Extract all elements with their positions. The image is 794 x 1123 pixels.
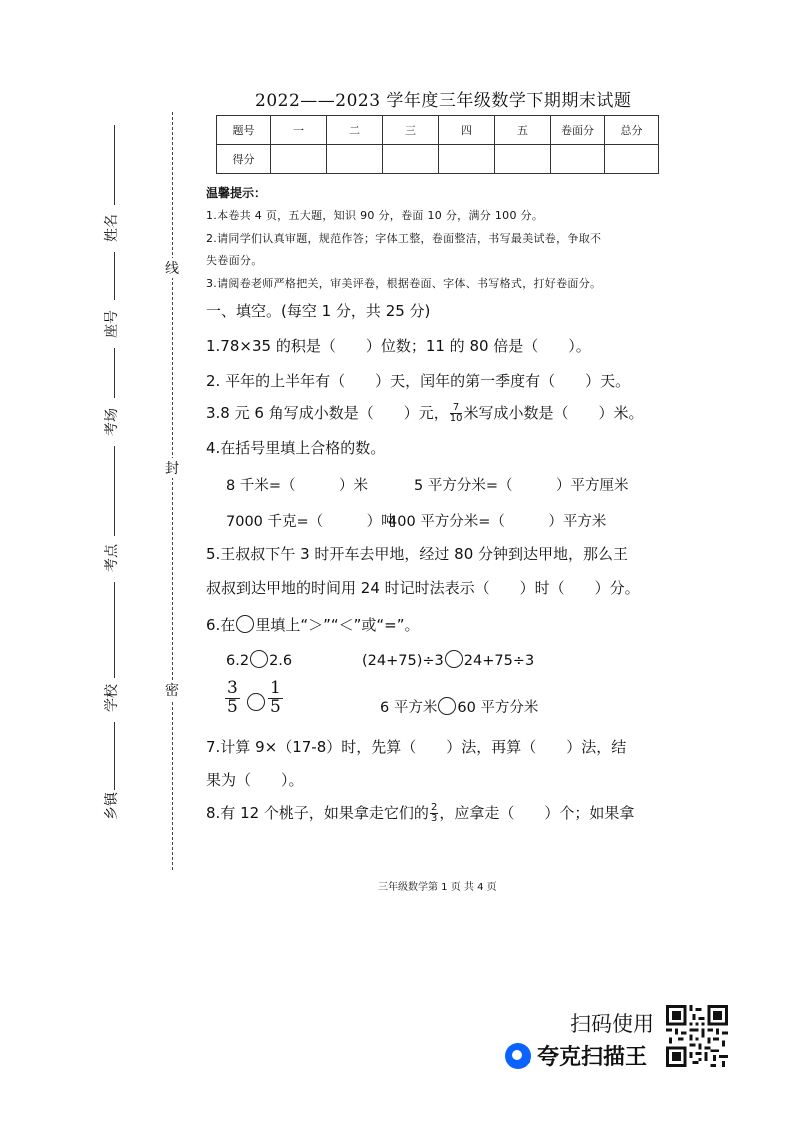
score-table bbox=[216, 115, 659, 174]
question-8-part-a: 8.有 12 个桃子，如果拿走它们的 bbox=[206, 804, 429, 822]
compare-circle-icon bbox=[236, 615, 254, 633]
score-header-cell: 卷面分 bbox=[551, 116, 605, 145]
compare-right: 60 平方分米 bbox=[457, 700, 539, 716]
fraction-denominator: 3 bbox=[430, 813, 438, 824]
compare-circle-icon[interactable] bbox=[445, 650, 463, 668]
score-cell[interactable] bbox=[551, 145, 605, 174]
score-header-cell: 一 bbox=[271, 116, 327, 145]
question-1: 1.78×35 的积是（ ）位数；11 的 80 倍是（ ）。 bbox=[206, 337, 591, 355]
score-header-cell: 二 bbox=[327, 116, 383, 145]
question-5-line-1: 5.王叔叔下午 3 时开车去甲地，经过 80 分钟到达甲地，那么王 bbox=[206, 545, 629, 563]
tip-line: 1.本卷共 4 页，五大题，知识 90 分，卷面 10 分，满分 100 分。 bbox=[206, 209, 544, 222]
score-table-score-row bbox=[217, 145, 659, 174]
question-8-part-b: ，应拿走（ ）个；如果拿 bbox=[439, 804, 635, 822]
compare-circle-icon[interactable] bbox=[247, 693, 265, 711]
question-2: 2. 平年的上半年有（ ）天，闰年的第一季度有（ ）天。 bbox=[206, 372, 631, 390]
compare-right: 2.6 bbox=[269, 653, 293, 669]
question-4-item: 5 平方分米=（ ）平方厘米 bbox=[414, 478, 629, 494]
question-6-item-4 bbox=[380, 696, 538, 717]
school-field-label: 学校 bbox=[104, 684, 120, 712]
question-3-part-b: 米写成小数是（ ）米。 bbox=[463, 404, 644, 422]
scanner-brand bbox=[505, 1040, 647, 1071]
score-cell[interactable] bbox=[327, 145, 383, 174]
town-line bbox=[114, 722, 115, 790]
compare-right: 24+75÷3 bbox=[463, 653, 535, 669]
compare-circle-icon[interactable] bbox=[438, 697, 456, 715]
tip-line: 失卷面分。 bbox=[206, 254, 263, 267]
question-8 bbox=[206, 802, 634, 824]
seat-field-label: 座号 bbox=[104, 310, 120, 338]
score-header-cell: 五 bbox=[495, 116, 551, 145]
quark-logo-icon bbox=[505, 1043, 531, 1069]
question-6-stem bbox=[206, 614, 420, 635]
name-field-label: 姓名 bbox=[104, 214, 120, 242]
question-6-stem-a: 6.在 bbox=[206, 616, 236, 634]
question-5-line-2: 叔叔到达甲地的时间用 24 时记时法表示（ ）时（ ）分。 bbox=[206, 579, 640, 597]
compare-left: 6 平方米 bbox=[380, 700, 438, 716]
tip-line: 3.请阅卷老师严格把关，审美评卷，根据卷面、字体、书写格式，打好卷面分。 bbox=[206, 277, 602, 290]
score-cell[interactable] bbox=[439, 145, 495, 174]
fraction-numerator: 3 bbox=[227, 678, 238, 698]
fraction-denominator: 5 bbox=[270, 696, 281, 717]
fraction-denominator: 5 bbox=[227, 696, 238, 717]
tips-heading: 温馨提示： bbox=[206, 186, 267, 200]
question-3 bbox=[206, 402, 643, 424]
page-footer: 三年级数学第 1 页 共 4 页 bbox=[378, 882, 497, 893]
compare-left: 6.2 bbox=[226, 653, 250, 669]
question-7-line-1: 7.计算 9×（17-8）时，先算（ ）法，再算（ ）法，结 bbox=[206, 738, 627, 756]
qr-code-icon bbox=[666, 1005, 728, 1067]
fraction-three-fifths bbox=[225, 680, 240, 717]
compare-left: (24+75)÷3 bbox=[362, 653, 444, 669]
question-4-item: 8 千米=（ ）米 bbox=[226, 478, 368, 494]
score-cell[interactable] bbox=[495, 145, 551, 174]
room-line bbox=[114, 348, 115, 398]
score-header-cell: 四 bbox=[439, 116, 495, 145]
fraction-numerator: 7 bbox=[450, 403, 463, 414]
score-row-label: 得分 bbox=[217, 145, 271, 174]
fraction-two-thirds bbox=[430, 803, 438, 824]
score-cell[interactable] bbox=[271, 145, 327, 174]
fraction-seven-tenths bbox=[450, 403, 463, 424]
town-field-label: 乡镇 bbox=[104, 792, 120, 820]
question-7-line-2: 果为（ ）。 bbox=[206, 771, 304, 789]
fraction-numerator: 2 bbox=[430, 802, 438, 813]
room-field-label: 考场 bbox=[104, 408, 120, 436]
fraction-one-fifth bbox=[268, 680, 283, 717]
score-header-cell: 题号 bbox=[217, 116, 271, 145]
question-6-item-2 bbox=[362, 650, 534, 669]
question-4-item: 7000 千克=（ ）吨 bbox=[226, 514, 396, 530]
score-cell[interactable] bbox=[383, 145, 439, 174]
score-cell[interactable] bbox=[605, 145, 659, 174]
question-3-part-a: 3.8 元 6 角写成小数是（ ）元， bbox=[206, 404, 449, 422]
seat-line bbox=[114, 252, 115, 300]
fraction-numerator: 1 bbox=[270, 678, 281, 698]
school-line bbox=[114, 582, 115, 678]
binding-mark-mi: 密 bbox=[164, 680, 180, 700]
binding-mark-feng: 封 bbox=[164, 458, 180, 478]
question-6-item-1 bbox=[226, 650, 292, 669]
question-4-item: 400 平方分米=（ ）平方米 bbox=[388, 514, 607, 530]
binding-dotted-line bbox=[172, 112, 173, 870]
name-line bbox=[114, 125, 115, 205]
fraction-denominator: 10 bbox=[449, 413, 463, 424]
section-heading: 一、填空。(每空 1 分，共 25 分) bbox=[206, 302, 431, 320]
compare-circle-icon[interactable] bbox=[250, 650, 268, 668]
score-table-header-row bbox=[217, 116, 659, 145]
score-header-cell: 三 bbox=[383, 116, 439, 145]
score-header-cell: 总分 bbox=[605, 116, 659, 145]
site-line bbox=[114, 446, 115, 536]
exam-title: 2022——2023 学年度三年级数学下期期末试题 bbox=[255, 91, 632, 111]
question-4-stem: 4.在括号里填上合格的数。 bbox=[206, 439, 386, 457]
binding-mark-xian: 线 bbox=[164, 258, 180, 278]
question-6-stem-b: 里填上“＞”“＜”或“=”。 bbox=[255, 616, 420, 634]
tip-line: 2.请同学们认真审题，规范作答；字体工整，卷面整洁，书写最美试卷，争取不 bbox=[206, 232, 602, 245]
site-field-label: 考点 bbox=[104, 544, 120, 572]
scanner-brand-name: 夸克扫描王 bbox=[537, 1045, 648, 1070]
scan-to-use-text: 扫码使用 bbox=[570, 1012, 654, 1036]
